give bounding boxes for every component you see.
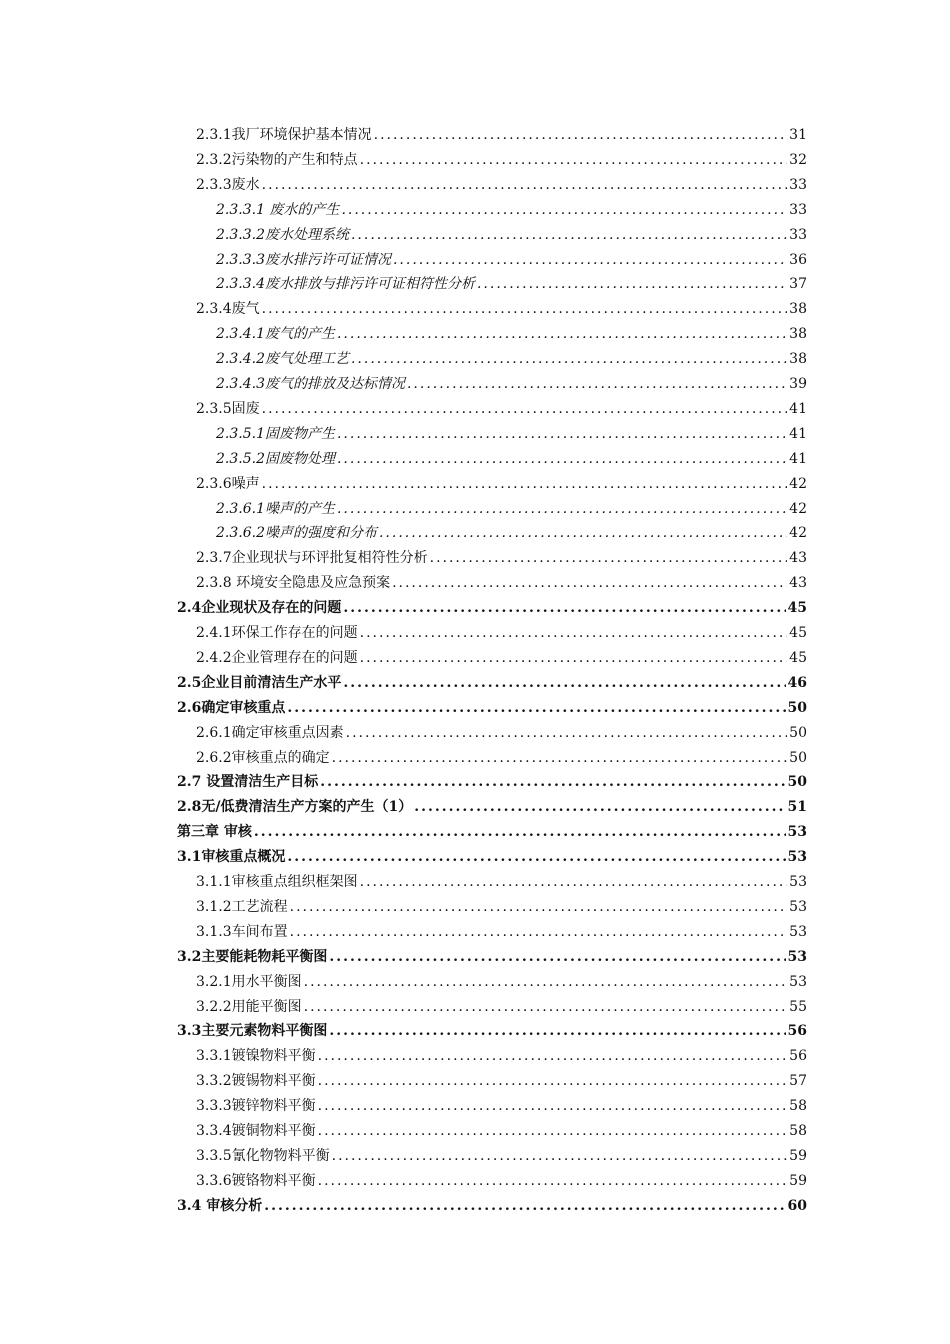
toc-entry-title: 2.3.4.3废气的排放及达标情况 [216,376,405,392]
toc-entry[interactable] [196,474,807,494]
toc-entry[interactable] [216,200,807,220]
toc-entry-title: 2.3.6.2噪声的强度和分布 [216,525,377,542]
toc-entry-page-number: 38 [789,301,807,318]
toc-entry[interactable] [196,150,807,170]
toc-entry-page-number: 50 [789,724,807,741]
toc-leader-dots [254,822,786,842]
toc-leader-dots [318,1046,788,1066]
toc-entry-page-number: 56 [789,1048,807,1065]
toc-leader-dots [318,1171,788,1191]
toc-entry-title: 2.3.6噪声 [196,475,260,492]
toc-entry-title: 3.2.2用能平衡图 [196,998,302,1015]
toc-entry[interactable] [177,847,807,867]
toc-leader-dots [318,1096,788,1116]
toc-entry-title: 3.2主要能耗物耗平衡图 [177,948,328,965]
toc-leader-dots [360,872,788,892]
toc-entry-page-number: 45 [789,649,807,666]
toc-entry[interactable] [216,499,807,519]
toc-leader-dots [337,324,787,344]
toc-leader-dots [320,772,785,792]
toc-entry-title: 2.7 设置清洁生产目标 [177,774,319,791]
toc-entry[interactable] [196,972,807,992]
toc-entry-title: 2.3.8 环境安全隐患及应急预案 [196,575,391,592]
toc-entry-page-number: 38 [789,351,807,368]
toc-entry-page-number: 53 [789,874,807,890]
toc-leader-dots [290,897,788,917]
toc-entry-page-number: 60 [787,1197,807,1214]
toc-entry-title: 2.4企业现状及存在的问题 [177,600,342,617]
toc-entry-title: 3.3.3镀锌物料平衡 [196,1098,316,1115]
toc-leader-dots [304,997,788,1017]
toc-entry-page-number: 41 [789,425,807,442]
toc-entry[interactable] [177,1196,807,1216]
toc-entry-page-number: 58 [789,1098,807,1115]
toc-entry[interactable] [196,1046,807,1066]
toc-entry-title: 3.3.4镀铜物料平衡 [196,1123,316,1139]
toc-entry-title: 3.3.6镀铬物料平衡 [196,1172,316,1189]
toc-entry-page-number: 56 [787,1023,807,1040]
toc-entry-page-number: 45 [787,600,807,617]
toc-leader-dots [351,225,787,245]
toc-leader-dots [264,1196,785,1216]
toc-leader-dots [343,598,785,618]
toc-entry-title: 3.1.2工艺流程 [196,898,288,915]
toc-entry[interactable] [196,1171,807,1191]
toc-leader-dots [337,424,787,444]
toc-entry[interactable] [196,1071,807,1091]
toc-entry[interactable] [216,523,807,543]
toc-entry-page-number: 46 [787,674,807,691]
toc-entry-page-number: 53 [787,948,807,965]
toc-entry-page-number: 50 [789,749,807,766]
toc-entry-page-number: 31 [789,127,807,143]
toc-entry-title: 3.3.1镀镍物料平衡 [196,1048,316,1065]
toc-entry[interactable] [196,1096,807,1116]
toc-leader-dots [262,474,788,494]
toc-entry[interactable] [196,648,807,668]
toc-entry-title: 2.6.1确定审核重点因素 [196,724,344,741]
toc-entry-page-number: 38 [789,326,807,343]
toc-entry-page-number: 33 [789,201,807,218]
toc-entry[interactable] [196,872,807,892]
toc-entry-page-number: 59 [789,1172,807,1189]
toc-entry-title: 2.3.5固废 [196,400,260,417]
toc-leader-dots [332,748,788,768]
toc-entry[interactable] [196,548,807,568]
toc-entry-page-number: 36 [789,251,807,268]
toc-leader-dots [337,449,787,469]
toc-leader-dots [287,847,785,867]
toc-entry-title: 3.3.2镀锡物料平衡 [196,1073,316,1090]
toc-entry[interactable] [196,922,807,942]
toc-entry-page-number: 53 [787,824,807,841]
toc-leader-dots [318,1071,788,1091]
toc-entry-page-number: 43 [789,575,807,592]
toc-entry-page-number: 42 [789,475,807,492]
toc-entry[interactable] [196,299,807,319]
toc-entry-page-number: 53 [789,973,807,990]
toc-leader-dots [318,1121,788,1141]
toc-leader-dots [262,299,788,319]
toc-leader-dots [346,723,788,743]
toc-leader-dots [343,673,785,693]
toc-entry-title: 2.3.3.2废水处理系统 [216,226,349,243]
toc-leader-dots [341,200,787,220]
toc-leader-dots [332,1146,788,1166]
toc-entry[interactable] [216,225,807,245]
toc-entry-title: 2.8无/低费清洁生产方案的产生（1） [177,799,413,816]
toc-entry-title: 2.4.1环保工作存在的问题 [196,625,358,641]
toc-leader-dots [262,175,788,195]
toc-entry-page-number: 53 [787,849,807,866]
toc-entry-title: 2.3.5.2固废物处理 [216,450,335,467]
toc-entry-title: 2.3.3.3废水排污许可证情况 [216,251,391,268]
toc-entry[interactable] [177,1021,807,1041]
toc-entry[interactable] [177,772,807,792]
toc-entry[interactable] [216,449,807,469]
toc-leader-dots [337,499,787,519]
toc-entry[interactable] [196,723,807,743]
toc-entry-page-number: 43 [789,550,807,567]
toc-entry-title: 2.3.4.2废气处理工艺 [216,351,349,368]
toc-entry-page-number: 39 [789,376,807,392]
toc-entry-title: 2.3.1我厂环境保护基本情况 [196,127,372,143]
toc-entry-page-number: 53 [789,898,807,915]
toc-entry-page-number: 50 [787,774,807,791]
toc-entry[interactable] [216,324,807,344]
toc-entry-page-number: 55 [789,998,807,1015]
toc-entry-title: 3.3.5氰化物物料平衡 [196,1147,330,1164]
toc-leader-dots [360,150,788,170]
toc-entry[interactable] [196,748,807,768]
toc-entry-page-number: 51 [787,799,807,816]
toc-entry-title: 3.2.1用水平衡图 [196,973,302,990]
toc-entry[interactable] [177,797,807,817]
toc-entry[interactable] [196,997,807,1017]
toc-entry-title: 2.6.2审核重点的确定 [196,749,330,766]
toc-leader-dots [304,972,788,992]
toc-entry-title: 2.3.5.1固废物产生 [216,425,335,442]
toc-entry-page-number: 50 [787,699,807,716]
toc-entry-page-number: 57 [789,1073,807,1090]
toc-leader-dots [262,399,788,419]
toc-entry-title: 2.3.3废水 [196,176,260,193]
toc-entry-title: 2.3.4废气 [196,301,260,318]
toc-entry-title: 3.4 审核分析 [177,1197,263,1214]
toc-entry[interactable] [196,1121,807,1141]
toc-entry-page-number: 33 [789,226,807,243]
toc-entry[interactable] [177,598,807,618]
toc-entry[interactable] [196,125,807,145]
toc-entry-page-number: 37 [789,276,807,293]
toc-entry-title: 2.3.2污染物的产生和特点 [196,151,358,168]
toc-entry[interactable] [177,698,807,718]
toc-entry-page-number: 59 [789,1147,807,1164]
toc-leader-dots [477,274,787,294]
toc-entry-title: 2.5企业目前清洁生产水平 [177,674,342,691]
toc-entry[interactable] [216,250,807,270]
toc-leader-dots [329,1021,785,1041]
toc-entry-page-number: 42 [789,525,807,542]
toc-entry-title: 2.3.4.1废气的产生 [216,326,335,343]
toc-entry-title: 2.6确定审核重点 [177,699,286,716]
toc-entry[interactable] [216,374,807,394]
toc-entry-title: 3.1.3车间布置 [196,923,288,940]
toc-entry-title: 2.3.7企业现状与环评批复相符性分析 [196,550,428,567]
toc-leader-dots [351,349,787,369]
toc-leader-dots [414,797,785,817]
toc-entry-title: 3.1.1审核重点组织框架图 [196,874,358,890]
toc-leader-dots [360,623,788,643]
toc-entry-page-number: 42 [789,500,807,517]
toc-entry-title: 2.3.6.1噪声的产生 [216,500,335,517]
toc-entry-page-number: 58 [789,1123,807,1139]
toc-entry[interactable] [177,673,807,693]
toc-leader-dots [379,523,787,543]
toc-leader-dots [393,250,787,270]
toc-entry-title: 2.4.2企业管理存在的问题 [196,649,358,666]
toc-entry[interactable] [196,399,807,419]
toc-leader-dots [360,648,788,668]
toc-entry-page-number: 41 [789,450,807,467]
toc-entry[interactable] [216,424,807,444]
toc-entry[interactable] [196,175,807,195]
toc-leader-dots [430,548,788,568]
toc-leader-dots [329,947,785,967]
toc-entry-page-number: 45 [789,625,807,641]
toc-entry-title: 2.3.3.1 废水的产生 [216,201,340,218]
toc-leader-dots [290,922,788,942]
toc-entry[interactable] [196,897,807,917]
toc-entry[interactable] [216,274,807,294]
toc-entry-page-number: 32 [789,151,807,168]
toc-entry[interactable] [216,349,807,369]
toc-entry[interactable] [177,822,807,842]
toc-entry-page-number: 33 [789,176,807,193]
toc-entry-page-number: 41 [789,400,807,417]
toc-leader-dots [392,573,787,593]
toc-leader-dots [287,698,785,718]
toc-entry-title: 第三章 审核 [177,824,252,841]
toc-entry[interactable] [196,1146,807,1166]
toc-entry[interactable] [196,623,807,643]
toc-entry[interactable] [177,947,807,967]
toc-leader-dots [407,374,787,394]
toc-entry-page-number: 53 [789,923,807,940]
toc-entry-title: 2.3.3.4废水排放与排污许可证相符性分析 [216,276,475,293]
toc-entry[interactable] [196,573,807,593]
toc-leader-dots [374,125,788,145]
toc-entry-title: 3.3主要元素物料平衡图 [177,1023,328,1040]
toc-entry-title: 3.1审核重点概况 [177,849,286,866]
